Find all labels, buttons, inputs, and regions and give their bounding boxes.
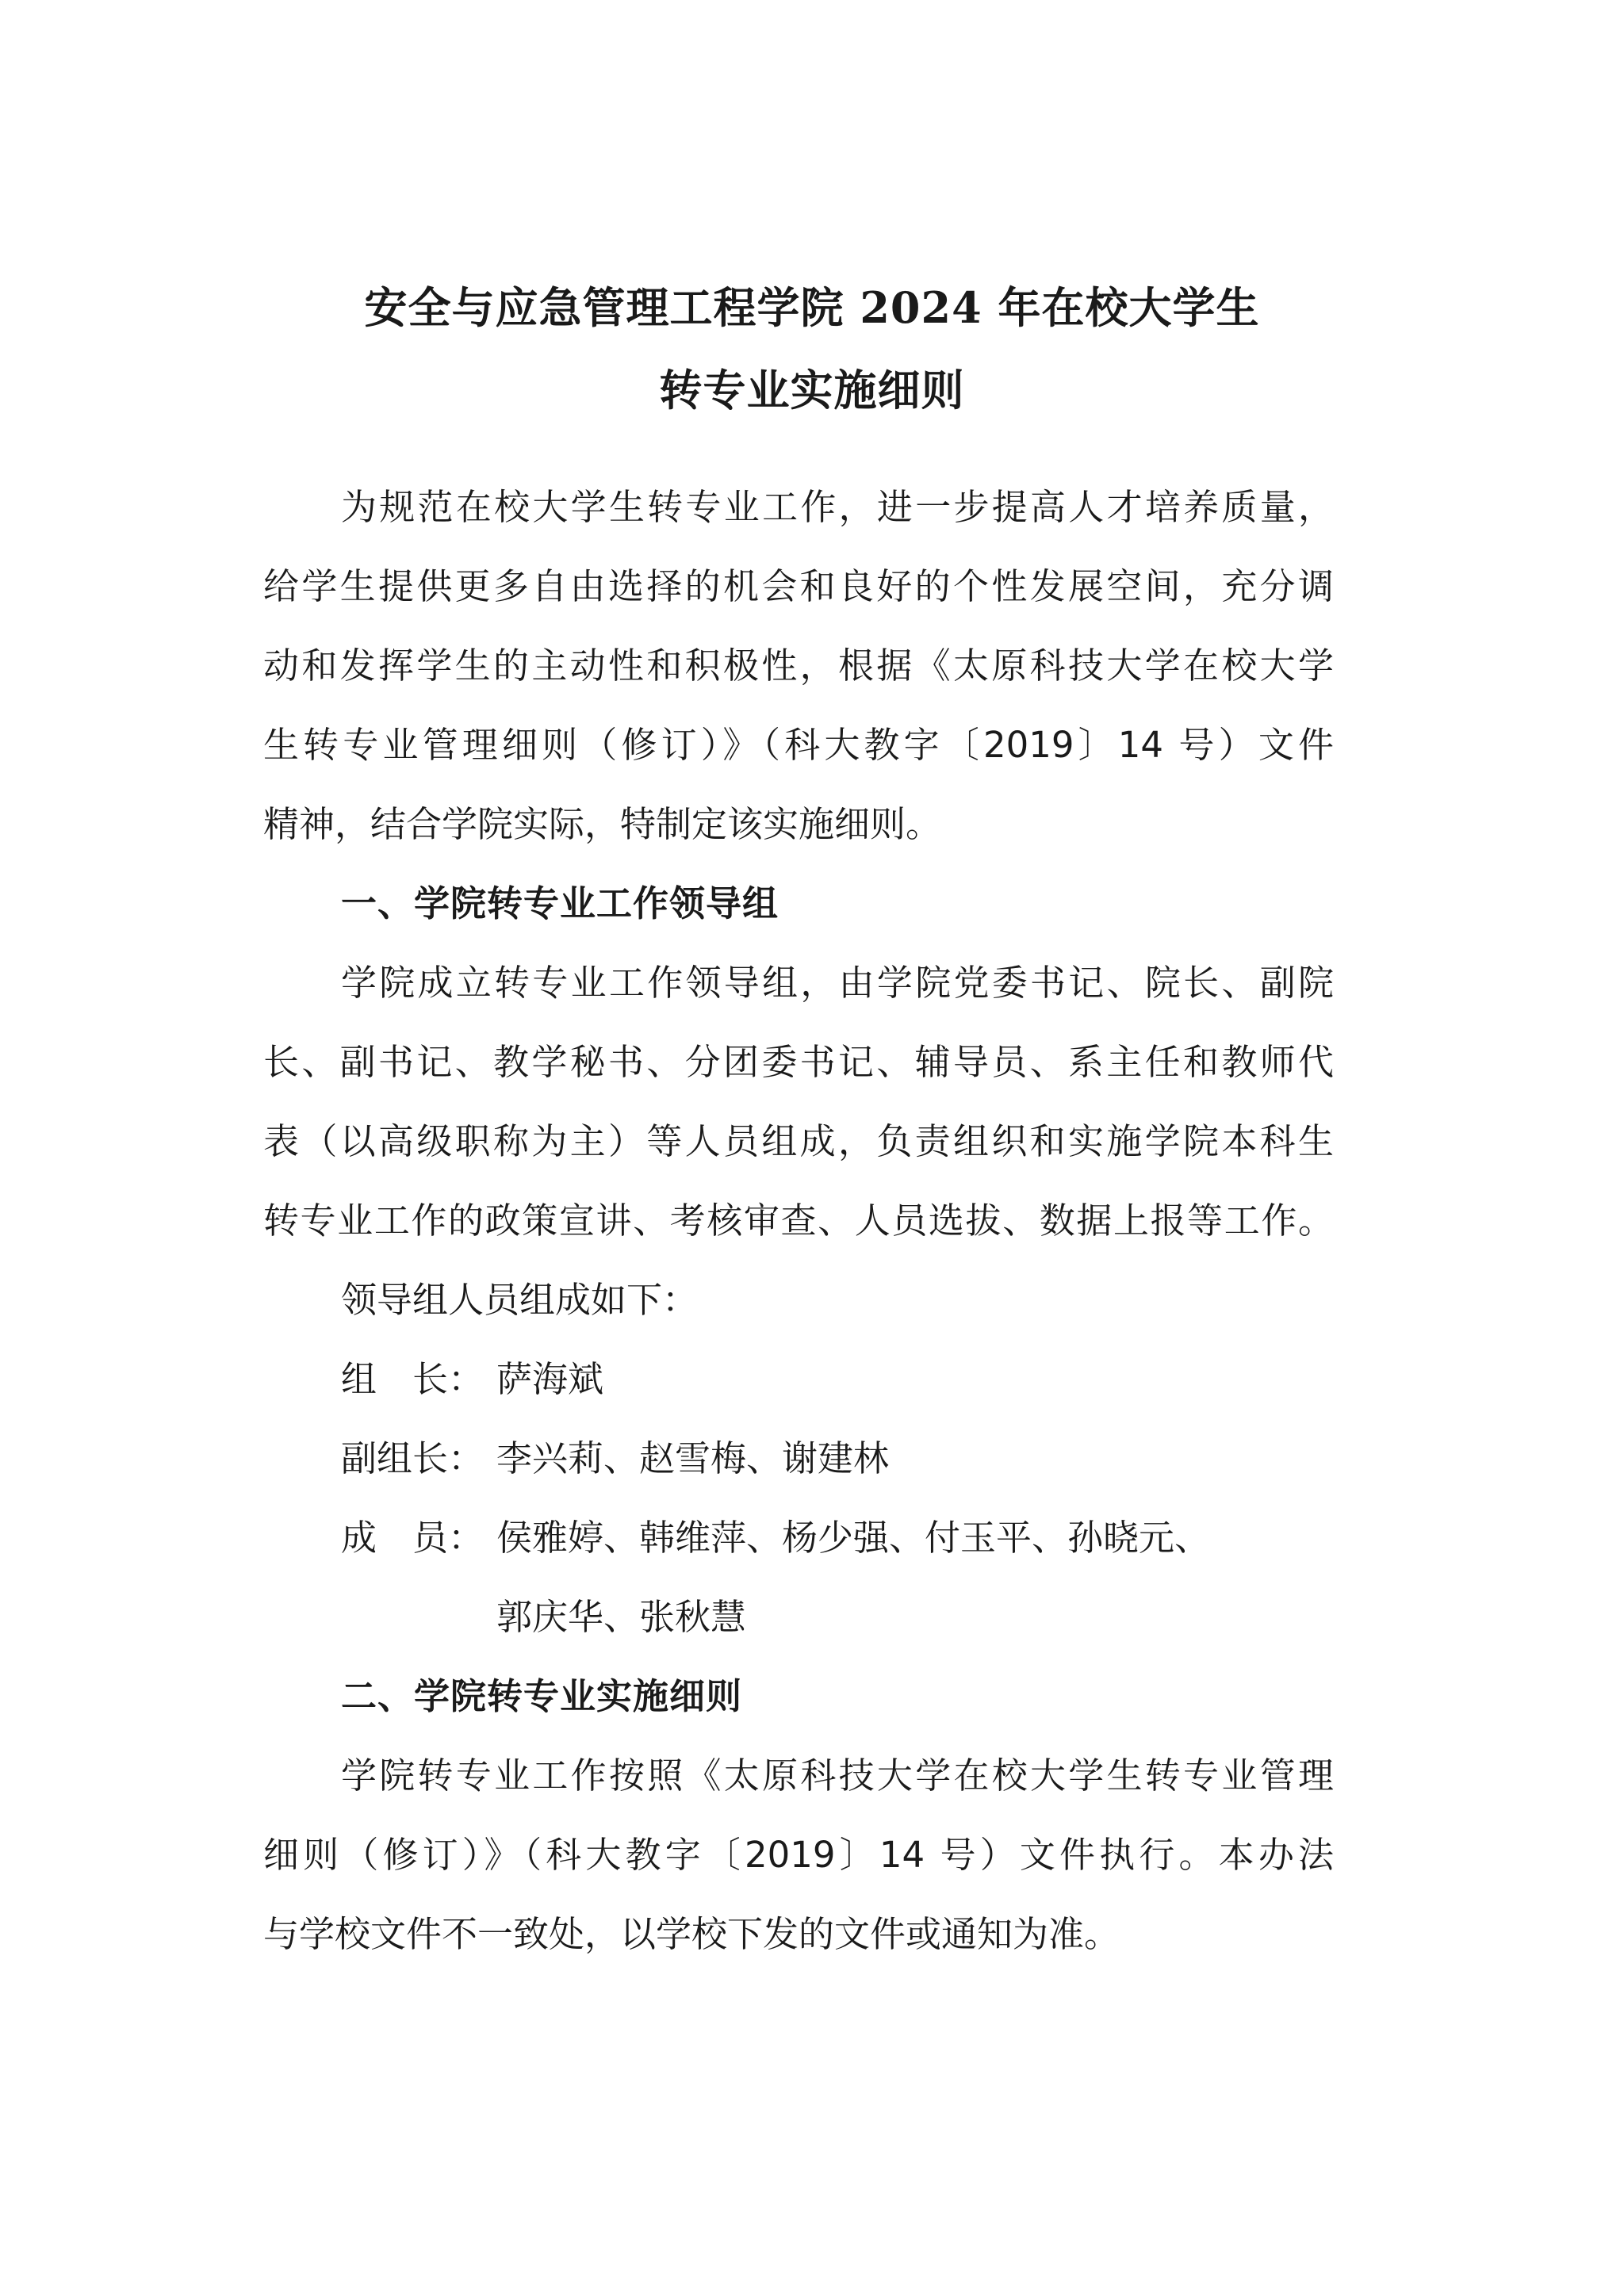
members-names-line-1: 侯雅婷、韩维萍、杨少强、付玉平、孙晓元、 xyxy=(496,1517,1211,1559)
members-intro: 领导组人员组成如下： xyxy=(341,1279,699,1321)
section-1-line-1: 学院成立转专业工作领导组，由学院党委书记、院长、副院 xyxy=(341,962,1334,1004)
section-1-heading: 一、学院转专业工作领导组 xyxy=(341,882,779,924)
intro-line-5: 精神，结合学院实际，特制定该实施细则。 xyxy=(263,803,942,845)
members-names-line-2: 郭庆华、张秋慧 xyxy=(496,1596,747,1638)
intro-line-2: 给学生提供更多自由选择的机会和良好的个性发展空间，充分调 xyxy=(263,565,1334,607)
deputy-label: 副组长： xyxy=(341,1437,485,1479)
document-title-line-2: 转专业实施细则 xyxy=(659,365,965,415)
intro-line-4: 生转专业管理细则（修订）》（科大教字〔2019〕14 号）文件 xyxy=(263,724,1334,766)
section-2-line-3: 与学校文件不一致处，以学校下发的文件或通知为准。 xyxy=(263,1913,1120,1955)
intro-line-1: 为规范在校大学生转专业工作，进一步提高人才培养质量， xyxy=(341,486,1334,528)
intro-line-3: 动和发挥学生的主动性和积极性，根据《太原科技大学在校大学 xyxy=(263,645,1334,687)
section-2-heading: 二、学院转专业实施细则 xyxy=(341,1675,743,1717)
section-1-line-3: 表（以高级职称为主）等人员组成，负责组织和实施学院本科生 xyxy=(263,1120,1334,1162)
section-2-line-1: 学院转专业工作按照《太原科技大学在校大学生转专业管理 xyxy=(341,1755,1334,1797)
section-2-line-2: 细则（修订）》（科大教字〔2019〕14 号）文件执行。本办法 xyxy=(263,1834,1334,1876)
section-1-line-2: 长、副书记、教学秘书、分团委书记、辅导员、系主任和教师代 xyxy=(263,1041,1334,1083)
leader-name: 萨海斌 xyxy=(496,1358,604,1400)
document-title-line-1: 安全与应急管理工程学院 2024 年在校大学生 xyxy=(364,282,1260,333)
deputy-names: 李兴莉、赵雪梅、谢建林 xyxy=(496,1437,890,1479)
members-label: 成 员： xyxy=(341,1517,485,1559)
section-1-line-4: 转专业工作的政策宣讲、考核审查、人员选拔、数据上报等工作。 xyxy=(263,1200,1334,1242)
leader-label: 组 长： xyxy=(341,1358,485,1400)
